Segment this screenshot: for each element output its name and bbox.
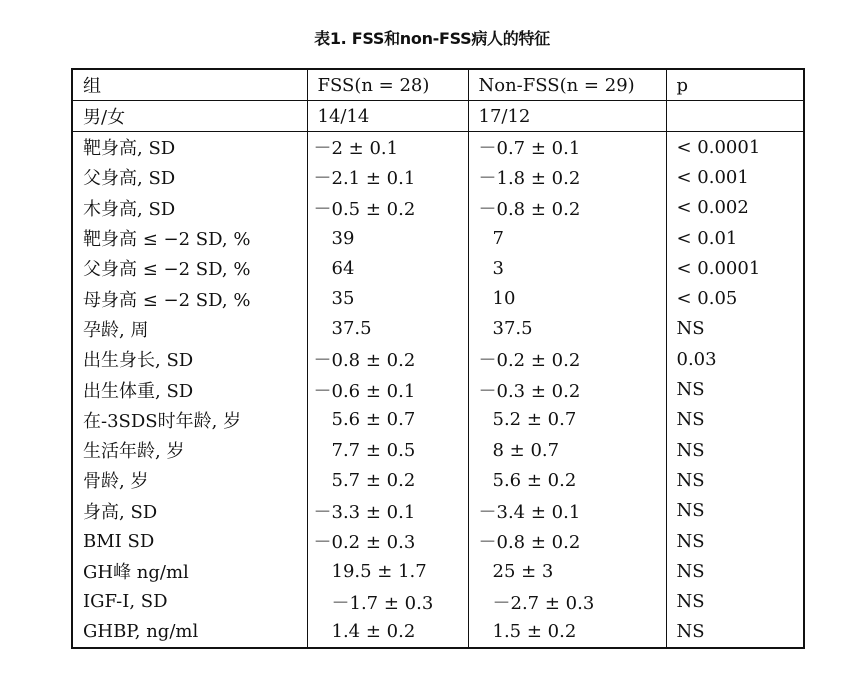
row-label: 母身高 ≤ −2 SD, %	[72, 283, 307, 313]
non-fss-value: 3	[468, 253, 666, 283]
table-row	[72, 344, 804, 374]
non-fss-value: 5.6 ± 0.2	[468, 465, 666, 495]
table-title: 表1. FSS和non-FSS病人的特征	[314, 29, 550, 48]
non-fss-value: －0.2 ± 0.2	[468, 344, 666, 374]
table-row	[72, 526, 804, 556]
fss-value: －2.1 ± 0.1	[307, 162, 468, 192]
non-fss-value: －0.3 ± 0.2	[468, 374, 666, 404]
table-row	[72, 314, 804, 344]
p-value: NS	[666, 617, 804, 648]
fss-value: －2 ± 0.1	[307, 132, 468, 163]
non-fss-value: 7	[468, 223, 666, 253]
non-fss-value: －0.8 ± 0.2	[468, 193, 666, 223]
non-fss-value: 10	[468, 283, 666, 313]
header-row	[72, 69, 804, 101]
fss-value: 5.7 ± 0.2	[307, 465, 468, 495]
table-row	[72, 617, 804, 648]
non-fss-value: －0.7 ± 0.1	[468, 132, 666, 163]
non-fss-value: 25 ± 3	[468, 556, 666, 586]
p-value: < 0.001	[666, 162, 804, 192]
non-fss-value: －2.7 ± 0.3	[468, 586, 666, 616]
row-label: 靶身高 ≤ −2 SD, %	[72, 223, 307, 253]
sex-ratio-row	[72, 101, 804, 132]
fss-value: －3.3 ± 0.1	[307, 496, 468, 526]
p-value: < 0.002	[666, 193, 804, 223]
fss-value: －1.7 ± 0.3	[307, 586, 468, 616]
table-row	[72, 223, 804, 253]
p-value: NS	[666, 405, 804, 435]
row-label: IGF-I, SD	[72, 586, 307, 616]
table-row	[72, 496, 804, 526]
header-fss: FSS(n = 28)	[307, 69, 468, 101]
sex-p	[666, 101, 804, 132]
sex-label: 男/女	[72, 101, 307, 132]
table-row	[72, 586, 804, 616]
row-label: GHBP, ng/ml	[72, 617, 307, 648]
p-value: NS	[666, 314, 804, 344]
p-value: NS	[666, 586, 804, 616]
p-value: NS	[666, 496, 804, 526]
p-value: NS	[666, 435, 804, 465]
table-row	[72, 132, 804, 163]
p-value: NS	[666, 465, 804, 495]
p-value: NS	[666, 374, 804, 404]
fss-value: 7.7 ± 0.5	[307, 435, 468, 465]
table-row	[72, 253, 804, 283]
non-fss-value: 1.5 ± 0.2	[468, 617, 666, 648]
table-row	[72, 405, 804, 435]
p-value: 0.03	[666, 344, 804, 374]
row-label: 生活年龄, 岁	[72, 435, 307, 465]
fss-value: －0.2 ± 0.3	[307, 526, 468, 556]
fss-value: －0.8 ± 0.2	[307, 344, 468, 374]
sex-non-fss: 17/12	[468, 101, 666, 132]
row-label: 孕龄, 周	[72, 314, 307, 344]
row-label: 出生身长, SD	[72, 344, 307, 374]
non-fss-value: 37.5	[468, 314, 666, 344]
row-label: 木身高, SD	[72, 193, 307, 223]
table-row	[72, 283, 804, 313]
fss-value: －0.6 ± 0.1	[307, 374, 468, 404]
row-label: GH峰 ng/ml	[72, 556, 307, 586]
row-label: 父身高 ≤ −2 SD, %	[72, 253, 307, 283]
non-fss-value: 5.2 ± 0.7	[468, 405, 666, 435]
non-fss-value: －0.8 ± 0.2	[468, 526, 666, 556]
fss-value: 37.5	[307, 314, 468, 344]
fss-value: 19.5 ± 1.7	[307, 556, 468, 586]
p-value: NS	[666, 556, 804, 586]
characteristics-table	[71, 68, 805, 649]
fss-value: －0.5 ± 0.2	[307, 193, 468, 223]
row-label: 出生体重, SD	[72, 374, 307, 404]
table-row	[72, 465, 804, 495]
p-value: < 0.0001	[666, 132, 804, 163]
p-value: < 0.0001	[666, 253, 804, 283]
non-fss-value: －1.8 ± 0.2	[468, 162, 666, 192]
p-value: < 0.01	[666, 223, 804, 253]
header-group: 组	[72, 69, 307, 101]
row-label: 父身高, SD	[72, 162, 307, 192]
table-row	[72, 193, 804, 223]
row-label: 身高, SD	[72, 496, 307, 526]
p-value: < 0.05	[666, 283, 804, 313]
table-row	[72, 435, 804, 465]
fss-value: 35	[307, 283, 468, 313]
non-fss-value: －3.4 ± 0.1	[468, 496, 666, 526]
p-value: NS	[666, 526, 804, 556]
table-row	[72, 162, 804, 192]
sex-fss: 14/14	[307, 101, 468, 132]
row-label: BMI SD	[72, 526, 307, 556]
fss-value: 5.6 ± 0.7	[307, 405, 468, 435]
fss-value: 64	[307, 253, 468, 283]
fss-value: 1.4 ± 0.2	[307, 617, 468, 648]
table-row	[72, 556, 804, 586]
row-label: 靶身高, SD	[72, 132, 307, 163]
header-non-fss: Non-FSS(n = 29)	[468, 69, 666, 101]
fss-value: 39	[307, 223, 468, 253]
non-fss-value: 8 ± 0.7	[468, 435, 666, 465]
row-label: 在-3SDS时年龄, 岁	[72, 405, 307, 435]
row-label: 骨龄, 岁	[72, 465, 307, 495]
header-p: p	[666, 69, 804, 101]
table-row	[72, 374, 804, 404]
